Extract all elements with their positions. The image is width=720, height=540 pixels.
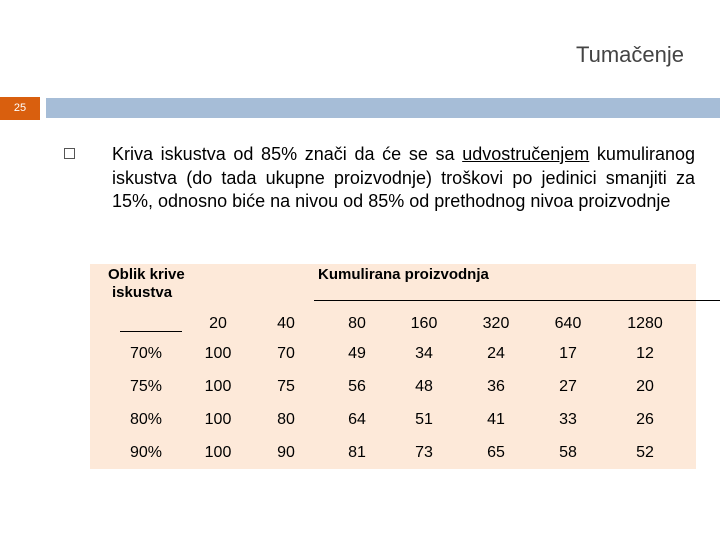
slide-title: Tumačenje: [575, 42, 684, 67]
table-cell: 81: [348, 444, 366, 461]
table-cell: 51: [415, 411, 433, 428]
paragraph-underlined-word: udvostručenjem: [462, 144, 590, 164]
table-cell: 100: [204, 444, 232, 461]
table-cell: 24: [487, 345, 505, 362]
paragraph-text-end: kumuliranog iskustva (do tada ukupne proizvodnje) troškovi po jedinici smanjiti za 15%, odnosno biće na nivou od 85% od prethodnog nivoa proizvodnje: [112, 144, 695, 211]
table-cell: 41: [487, 411, 505, 428]
table-row: [0, 345, 720, 369]
table-cell: 36: [487, 378, 505, 395]
table-cell: 100: [204, 345, 232, 362]
table-left-header-line1: Oblik krive: [108, 266, 185, 283]
table-row: [0, 411, 720, 435]
slide-number: 25: [0, 97, 40, 120]
table-cell: 73: [415, 444, 433, 461]
table-cell: 17: [559, 345, 577, 362]
table-cell: 27: [559, 378, 577, 395]
column-header: 1280: [627, 315, 663, 332]
table-cell: 65: [487, 444, 505, 461]
table-cell: 70: [277, 345, 295, 362]
row-label: 75%: [130, 378, 163, 395]
row-label: 80%: [130, 411, 163, 428]
table-cell: 90: [277, 444, 295, 461]
slide-header-bar: [0, 97, 720, 120]
row-label: 70%: [130, 345, 163, 362]
body-paragraph: [112, 143, 695, 214]
column-header: 640: [554, 315, 582, 332]
table-cell: 100: [204, 378, 232, 395]
column-header: 320: [482, 315, 510, 332]
table-cell: 12: [636, 345, 654, 362]
table-cell: 49: [348, 345, 366, 362]
table-cell: 64: [348, 411, 366, 428]
table-cell: 26: [636, 411, 654, 428]
accent-bar: [46, 98, 720, 118]
table-left-header: [108, 266, 185, 302]
column-header: 80: [348, 315, 366, 332]
paragraph-text-start: Kriva iskustva od 85% znači da će se sa: [112, 144, 463, 164]
table-cell: 100: [204, 411, 232, 428]
table-cell: 20: [636, 378, 654, 395]
table-cell: 80: [277, 411, 295, 428]
table-cell: 75: [277, 378, 295, 395]
column-header: 20: [209, 315, 227, 332]
header-underline: [314, 300, 720, 301]
table-left-header-line2: iskustva: [112, 284, 173, 301]
table-row: [0, 444, 720, 468]
table-cell: 33: [559, 411, 577, 428]
bullet-square-icon: [64, 148, 75, 159]
row-label: 90%: [130, 444, 163, 461]
table-right-header: Kumulirana proizvodnja: [318, 266, 489, 283]
column-header: 40: [277, 315, 295, 332]
table-cell: 56: [348, 378, 366, 395]
column-header: 160: [410, 315, 438, 332]
table-cell: 58: [559, 444, 577, 461]
table-cell: 34: [415, 345, 433, 362]
table-cell: 48: [415, 378, 433, 395]
table-cell: 52: [636, 444, 654, 461]
table-row: [0, 378, 720, 402]
column-underline: [120, 331, 182, 332]
